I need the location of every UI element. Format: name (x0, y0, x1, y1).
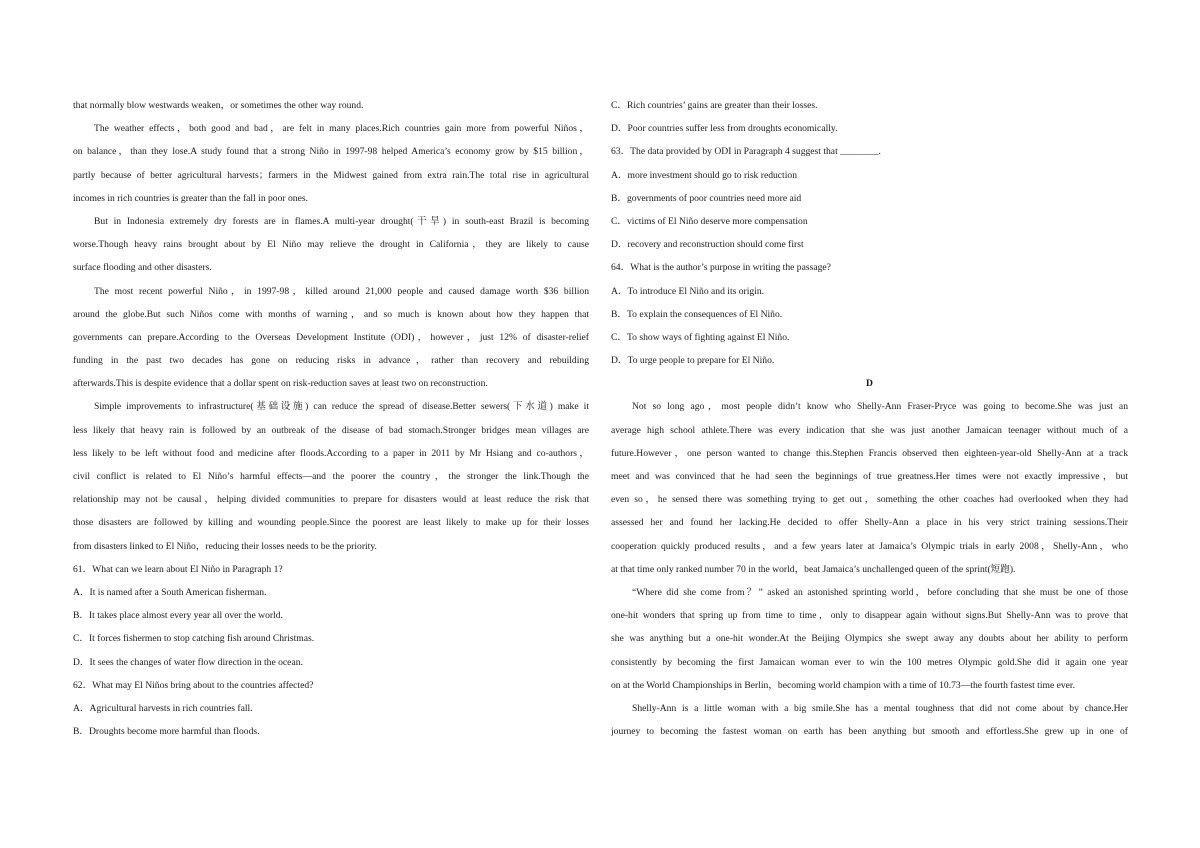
text-line: Shelly-Ann is a little woman with a big smile.She has a mental toughness that did not come about by chance.Her (632, 702, 1128, 714)
text-line: even so，he sensed there was something trying to get out，something the other coaches had overlooked when they had (611, 494, 1128, 506)
text-line: 64．What is the author’s purpose in writing the passage? (611, 262, 831, 274)
section-heading: D (866, 378, 873, 390)
text-line: surface flooding and other disasters. (73, 262, 212, 274)
text-line: A．To introduce El Niño and its origin. (611, 285, 765, 297)
text-line: that normally blow westwards weaken，or sometimes the other way round. (73, 100, 364, 111)
text-line: one-hit wonders that spring up from time to time，only to disappear again without signs.But Shelly-Ann was to prove that (611, 610, 1128, 622)
text-line: cooperation quickly produced results，and a few years later at Jamaica’s Olympic trials in early 2008，Shelly-Ann，who (611, 540, 1128, 552)
text-line: D．It sees the changes of water flow direction in the ocean. (73, 656, 303, 668)
text-line: D．To urge people to prepare for El Niño. (611, 355, 775, 367)
text-line: C．victims of El Niño deserve more compensation (611, 215, 808, 227)
text-line: afterwards.This is despite evidence that a dollar spent on risk-reduction saves at least two on reconstruction. (73, 378, 488, 390)
text-line: she was anything but a one-hit wonder.At the Beijing Olympics she swept away any doubts about her ability to perform (611, 633, 1128, 645)
text-line: average high school athlete.There was every indication that she was just another Jamaican teenager without much of a (611, 424, 1128, 436)
text-line: 63．The data provided by ODI in Paragraph 4 suggest that ________. (611, 146, 881, 158)
text-line: A．more investment should go to risk reduction (611, 169, 797, 181)
text-line: civil conflict is related to El Niño’s harmful effects—and the poorer the country，the stronger the link.Though the (73, 471, 589, 482)
text-line: C．It forces fishermen to stop catching fish around Christmas. (73, 633, 315, 645)
right-text-column (611, 94, 1128, 743)
text-line: incomes in rich countries is greater than the fall in poor ones. (73, 192, 308, 204)
text-line: But in Indonesia extremely dry forests are in flames.A multi-year drought(干旱) in south-east Brazil is becoming (94, 215, 589, 227)
text-line: The most recent powerful Niño，in 1997-98，killed around 21,000 people and caused damage worth $36 billion (94, 285, 589, 297)
text-line: The weather effects，both good and bad，are felt in many places.Rich countries gain more from powerful Niños， (94, 123, 589, 135)
text-line: around the globe.But such Niños come with months of warning，and so much is known about how they happen that (73, 308, 589, 320)
text-line: partly because of better agricultural harvests；farmers in the Midwest gained from extra rain.The total rise in agricultural (73, 169, 589, 181)
text-line: Not so long ago，most people didn’t know who Shelly-Ann Fraser-Pryce was going to become.She was just an (632, 401, 1128, 413)
left-text-column (73, 94, 589, 743)
text-line: worse.Though heavy rains brought about by El Niño may relieve the drought in California，they are likely to cause (73, 239, 589, 251)
text-line: D．Poor countries suffer less from droughts economically. (611, 123, 838, 135)
text-line: A．It is named after a South American fisherman. (73, 586, 267, 598)
text-line: consistently by becoming the first Jamaican woman ever to win the 100 metres Olympic gold.She did it again one year (611, 656, 1128, 668)
text-line: meet and was convinced that he had seen the beginnings of true greatness.Her times were not exactly impressive，but (611, 471, 1128, 482)
text-line: at that time only ranked number 70 in the world，beat Jamaica’s unchallenged queen of the sprint(短跑). (611, 563, 1016, 575)
text-line: C．To show ways of fighting against El Niño. (611, 331, 790, 343)
text-line: from disasters linked to El Niño，reducing their losses needs to be the priority. (73, 540, 377, 552)
text-line: funding in the past two decades has gone on reducing risks in advance，rather than recovery and rebuilding (73, 355, 589, 367)
text-line: on at the World Championships in Berlin，becoming world champion with a time of 10.73—the fourth fastest time ever. (611, 679, 1075, 691)
text-line: B．governments of poor countries need more aid (611, 192, 802, 204)
text-line: B．It takes place almost every year all over the world. (73, 610, 283, 622)
text-line: assessed her and found her lacking.He decided to offer Shelly-Ann a place in his very strict training sessions.Their (611, 517, 1128, 529)
text-line: D．recovery and reconstruction should come first (611, 239, 804, 251)
text-line: relationship may not be causal，helping divided communities to prepare for disasters would at least reduce the risk that (73, 494, 589, 506)
text-line: on balance，than they lose.A study found that a strong Niño in 1997-98 helped America’s economy grow by $15 billion， (73, 146, 589, 158)
text-line: Simple improvements to infrastructure(基础设施) can reduce the spread of disease.Better sewers(下水道) make it (94, 401, 589, 413)
text-line: B．To explain the consequences of El Niño. (611, 308, 783, 320)
text-line: less likely that heavy rain is followed by an outbreak of the disease of bad stomach.Stronger bridges mean villages are (73, 424, 589, 436)
text-line: governments can prepare.According to the Overseas Development Institute (ODI)，however，just 12% of disaster-relief (73, 331, 589, 343)
text-line: less likely to be left without food and medicine after floods.According to a paper in 2011 by Mr Hsiang and co-authors， (73, 447, 589, 459)
text-line: A．Agricultural harvests in rich countries fall. (73, 702, 253, 714)
text-line: “Where did she come from？” asked an astonished sprinting world，before concluding that she must be one of those (632, 586, 1128, 598)
text-line: 61．What can we learn about El Niño in Paragraph 1? (73, 563, 283, 575)
text-line: C．Rich countries’ gains are greater than their losses. (611, 100, 818, 111)
text-line: 62．What may El Niños bring about to the countries affected? (73, 679, 314, 691)
text-line: those disasters are followed by killing and wounding people.Since the poorest are least likely to make up for their losses (73, 517, 589, 529)
text-line: journey to becoming the fastest woman on earth has been anything but smooth and effortless.She grew up in one of (611, 726, 1128, 738)
text-line: B．Droughts become more harmful than floods. (73, 726, 260, 738)
text-line: future.However，one person wanted to change this.Stephen Francis observed then eighteen-year-old Shelly-Ann at a track (611, 447, 1128, 459)
